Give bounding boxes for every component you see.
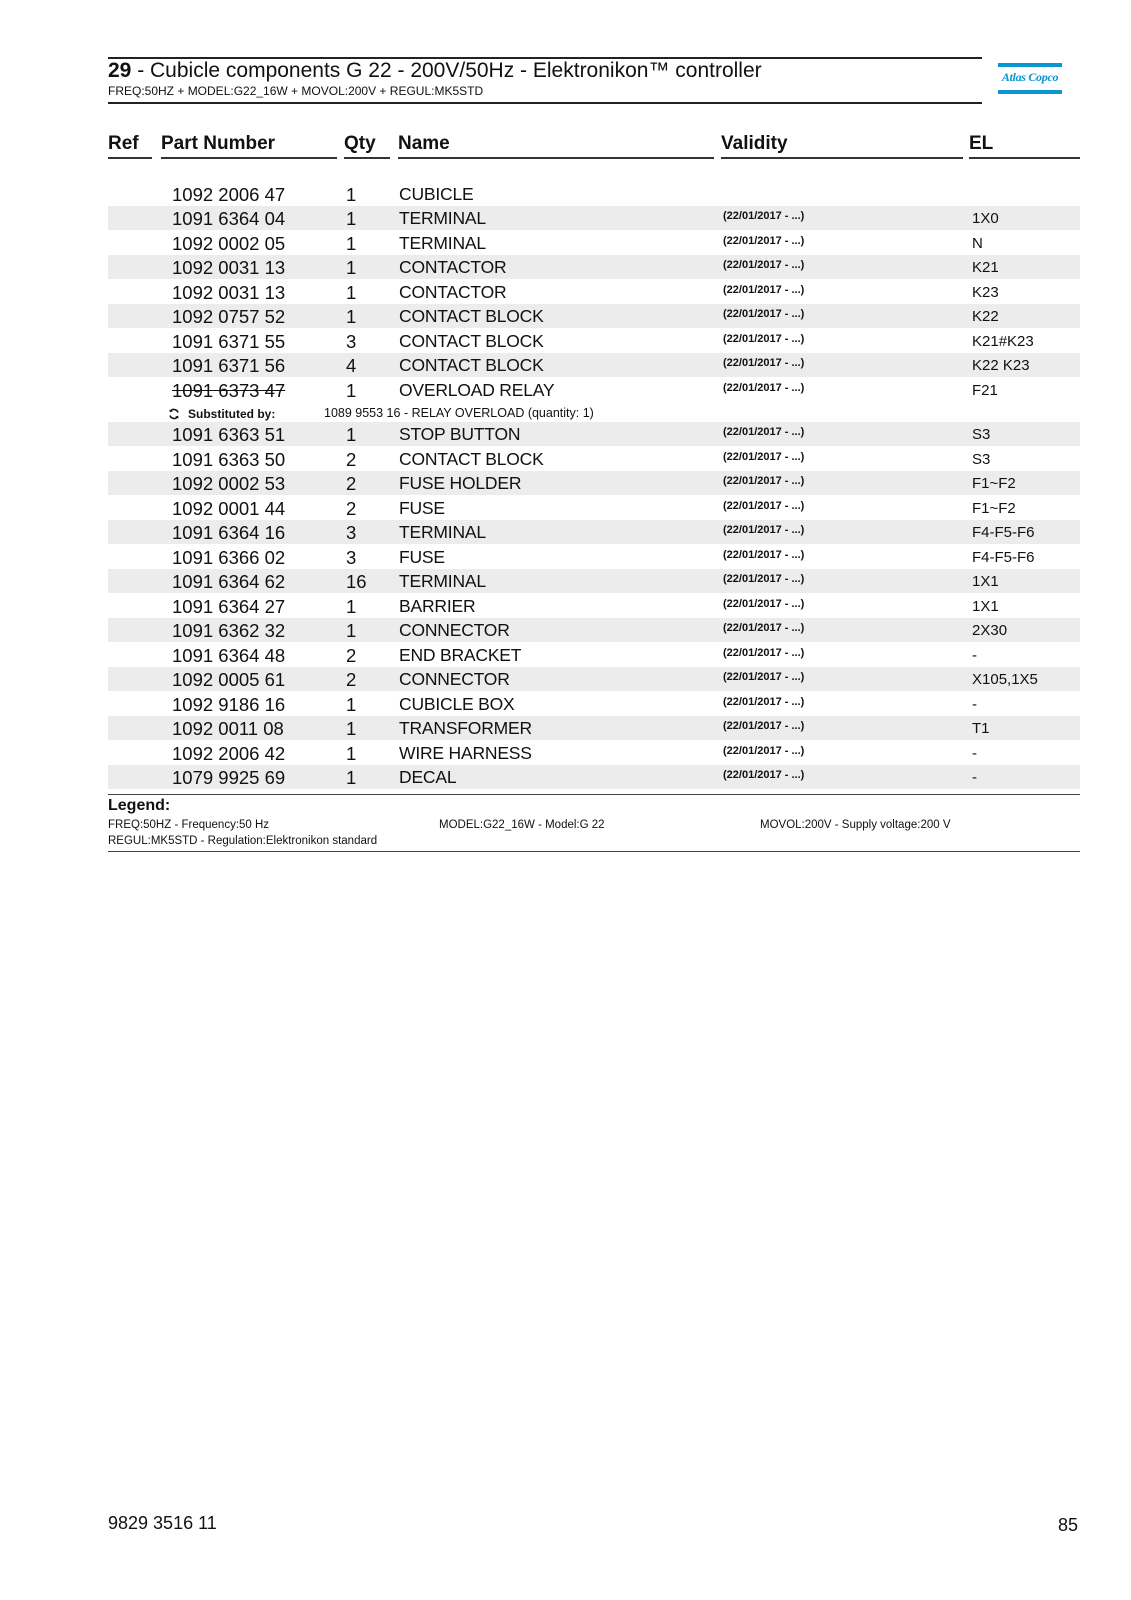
part-name: FUSE — [399, 547, 445, 567]
table-row — [108, 255, 1080, 279]
part-name: CONTACTOR — [399, 257, 507, 277]
part-number: 1091 6364 62 — [172, 571, 286, 592]
validity: (22/01/2017 - ...) — [723, 549, 805, 561]
electrical-ref: - — [972, 769, 977, 786]
part-number: 1091 6364 27 — [172, 596, 286, 617]
quantity: 2 — [346, 449, 357, 470]
quantity: 2 — [346, 498, 357, 519]
quantity: 2 — [346, 473, 357, 494]
part-name: TRANSFORMER — [399, 718, 532, 738]
electrical-ref: K21#K23 — [972, 333, 1034, 350]
column-rule-name — [398, 157, 714, 159]
part-number: 1079 9925 69 — [172, 767, 286, 788]
logo-text: Atlas Copco — [1001, 70, 1059, 84]
part-number: 1092 0031 13 — [172, 257, 286, 278]
column-rule-qty — [344, 157, 390, 159]
validity: (22/01/2017 - ...) — [723, 308, 805, 320]
validity: (22/01/2017 - ...) — [723, 524, 805, 536]
quantity: 3 — [346, 522, 357, 543]
table-row — [108, 422, 1080, 446]
part-name: CUBICLE — [399, 184, 474, 204]
page-number: 85 — [1058, 1515, 1079, 1535]
part-number: 1091 6366 02 — [172, 547, 286, 568]
logo-bar-top — [998, 63, 1062, 67]
part-name: TERMINAL — [399, 522, 486, 542]
quantity: 1 — [346, 257, 357, 278]
validity: (22/01/2017 - ...) — [723, 475, 805, 487]
column-header-el: EL — [969, 133, 994, 154]
table-bottom-rule — [108, 794, 1080, 795]
electrical-ref: S3 — [972, 426, 991, 443]
electrical-ref: F21 — [972, 382, 998, 399]
column-rule-validity — [721, 157, 963, 159]
quantity: 1 — [346, 208, 357, 229]
quantity: 1 — [346, 743, 357, 764]
part-name: TERMINAL — [399, 571, 486, 591]
quantity: 1 — [346, 718, 357, 739]
electrical-ref: 1X1 — [972, 573, 999, 590]
table-row — [108, 765, 1080, 789]
part-name: END BRACKET — [399, 645, 522, 665]
part-number: 1091 6371 56 — [172, 355, 286, 376]
quantity: 1 — [346, 694, 357, 715]
validity: (22/01/2017 - ...) — [723, 622, 805, 634]
column-header-part-number: Part Number — [161, 133, 276, 154]
electrical-ref: K22 — [972, 308, 999, 325]
electrical-ref: K21 — [972, 259, 999, 276]
validity: (22/01/2017 - ...) — [723, 259, 805, 271]
section-number: 29 — [108, 59, 132, 82]
table-row — [108, 353, 1080, 377]
electrical-ref: F1~F2 — [972, 475, 1016, 492]
validity: (22/01/2017 - ...) — [723, 426, 805, 438]
validity: (22/01/2017 - ...) — [723, 333, 805, 345]
validity: (22/01/2017 - ...) — [723, 210, 805, 222]
quantity: 3 — [346, 547, 357, 568]
validity: (22/01/2017 - ...) — [723, 451, 805, 463]
quantity: 1 — [346, 233, 357, 254]
header-rule-bottom — [108, 102, 982, 104]
validity: (22/01/2017 - ...) — [723, 235, 805, 247]
atlas-copco-logo — [998, 63, 1062, 95]
part-number: 1091 6364 48 — [172, 645, 286, 666]
substitution-text: 1089 9553 16 - RELAY OVERLOAD (quantity: 1) — [324, 406, 594, 420]
document-number: 9829 3516 11 — [108, 1513, 217, 1533]
electrical-ref: - — [972, 745, 977, 762]
part-name: CONTACT BLOCK — [399, 355, 544, 375]
column-header-ref: Ref — [108, 133, 139, 154]
table-row — [108, 231, 1080, 255]
validity: (22/01/2017 - ...) — [723, 696, 805, 708]
validity: (22/01/2017 - ...) — [723, 671, 805, 683]
logo-bar-bottom — [998, 90, 1062, 94]
table-row — [108, 594, 1080, 618]
column-rule-ref — [108, 157, 152, 159]
electrical-ref: N — [972, 235, 983, 252]
validity: (22/01/2017 - ...) — [723, 357, 805, 369]
part-name: CONNECTOR — [399, 669, 510, 689]
part-number: 1092 2006 47 — [172, 184, 286, 205]
part-name: CONTACT BLOCK — [399, 331, 544, 351]
electrical-ref: F1~F2 — [972, 500, 1016, 517]
validity: (22/01/2017 - ...) — [723, 769, 805, 781]
quantity: 1 — [346, 596, 357, 617]
quantity: 1 — [346, 620, 357, 641]
part-name: STOP BUTTON — [399, 424, 521, 444]
part-number: 1091 6364 04 — [172, 208, 286, 229]
electrical-ref: 1X1 — [972, 598, 999, 615]
table-row — [108, 716, 1080, 740]
part-name: WIRE HARNESS — [399, 743, 532, 763]
quantity: 3 — [346, 331, 357, 352]
part-number: 1092 0002 05 — [172, 233, 286, 254]
substitution-note — [108, 405, 1080, 423]
electrical-ref: K23 — [972, 284, 999, 301]
part-name: CONTACT BLOCK — [399, 449, 544, 469]
quantity: 2 — [346, 669, 357, 690]
table-row — [108, 378, 1080, 402]
electrical-ref: K22 K23 — [972, 357, 1030, 374]
electrical-ref: F4-F5-F6 — [972, 549, 1035, 566]
part-number: 1092 0011 08 — [172, 718, 284, 739]
quantity: 16 — [346, 571, 367, 592]
legend-regul: REGUL:MK5STD - Regulation:Elektronikon standard — [108, 835, 378, 847]
column-header-qty: Qty — [344, 133, 376, 154]
part-number: 1092 0005 61 — [172, 669, 286, 690]
part-name: CONNECTOR — [399, 620, 510, 640]
table-row — [108, 569, 1080, 593]
part-number: 1092 0001 44 — [172, 498, 286, 519]
part-name: CUBICLE BOX — [399, 694, 515, 714]
part-name: DECAL — [399, 767, 457, 787]
table-row — [108, 304, 1080, 328]
part-number: 1091 6371 55 — [172, 331, 286, 352]
part-number: 1092 0002 53 — [172, 473, 286, 494]
part-name: TERMINAL — [399, 208, 486, 228]
table-row — [108, 692, 1080, 716]
page-title — [108, 59, 762, 83]
column-header-name: Name — [398, 133, 450, 154]
quantity: 4 — [346, 355, 357, 376]
table-row — [108, 496, 1080, 520]
table-row — [108, 545, 1080, 569]
table-row — [108, 447, 1080, 471]
validity: (22/01/2017 - ...) — [723, 382, 805, 394]
table-row — [108, 667, 1080, 691]
column-rule-el — [969, 157, 1080, 159]
table-row — [108, 280, 1080, 304]
electrical-ref: - — [972, 696, 977, 713]
table-row — [108, 618, 1080, 642]
legend-freq: FREQ:50HZ - Frequency:50 Hz — [108, 819, 270, 831]
part-name: FUSE — [399, 498, 445, 518]
part-number: 1092 0031 13 — [172, 282, 286, 303]
part-name: TERMINAL — [399, 233, 486, 253]
table-row — [108, 182, 1080, 206]
electrical-ref: S3 — [972, 451, 991, 468]
table-row — [108, 471, 1080, 495]
legend-movol: MOVOL:200V - Supply voltage:200 V — [760, 819, 951, 831]
legend-model: MODEL:G22_16W - Model:G 22 — [439, 819, 605, 831]
validity: (22/01/2017 - ...) — [723, 598, 805, 610]
quantity: 2 — [346, 645, 357, 666]
part-number: 1091 6362 32 — [172, 620, 286, 641]
part-name: FUSE HOLDER — [399, 473, 522, 493]
part-number: 1091 6363 51 — [172, 424, 286, 445]
part-number: 1092 9186 16 — [172, 694, 286, 715]
table-row — [108, 643, 1080, 667]
column-rule-part-number — [161, 157, 337, 159]
refresh-icon — [168, 407, 180, 422]
part-number-obsolete: 1091 6373 47 — [172, 380, 286, 401]
part-number: 1092 2006 42 — [172, 743, 286, 764]
quantity: 1 — [346, 306, 357, 327]
quantity: 1 — [346, 380, 357, 401]
quantity: 1 — [346, 282, 357, 303]
page-subtitle: FREQ:50HZ + MODEL:G22_16W + MOVOL:200V + REGUL:MK5STD — [108, 84, 484, 98]
part-number: 1092 0757 52 — [172, 306, 286, 327]
column-header-validity: Validity — [721, 133, 788, 154]
part-name: CONTACTOR — [399, 282, 507, 302]
validity: (22/01/2017 - ...) — [723, 647, 805, 659]
quantity: 1 — [346, 767, 357, 788]
electrical-ref: T1 — [972, 720, 990, 737]
table-row — [108, 520, 1080, 544]
electrical-ref: 2X30 — [972, 622, 1008, 639]
electrical-ref: F4-F5-F6 — [972, 524, 1035, 541]
part-name: OVERLOAD RELAY — [399, 380, 555, 400]
legend-title: Legend: — [108, 797, 171, 814]
substitution-label: Substituted by: — [188, 407, 276, 421]
validity: (22/01/2017 - ...) — [723, 573, 805, 585]
electrical-ref: - — [972, 647, 977, 664]
part-number: 1091 6364 16 — [172, 522, 286, 543]
section-title: - Cubicle components G 22 - 200V/50Hz - Elektronikon™ controller — [131, 59, 762, 82]
electrical-ref: 1X0 — [972, 210, 999, 227]
part-number: 1091 6363 50 — [172, 449, 286, 470]
validity: (22/01/2017 - ...) — [723, 745, 805, 757]
validity: (22/01/2017 - ...) — [723, 284, 805, 296]
electrical-ref: X105,1X5 — [972, 671, 1038, 688]
part-name: CONTACT BLOCK — [399, 306, 544, 326]
validity: (22/01/2017 - ...) — [723, 720, 805, 732]
quantity: 1 — [346, 184, 357, 205]
table-row — [108, 741, 1080, 765]
part-name: BARRIER — [399, 596, 476, 616]
quantity: 1 — [346, 424, 357, 445]
table-row — [108, 206, 1080, 230]
validity: (22/01/2017 - ...) — [723, 500, 805, 512]
legend-bottom-rule — [108, 851, 1080, 852]
table-row — [108, 329, 1080, 353]
